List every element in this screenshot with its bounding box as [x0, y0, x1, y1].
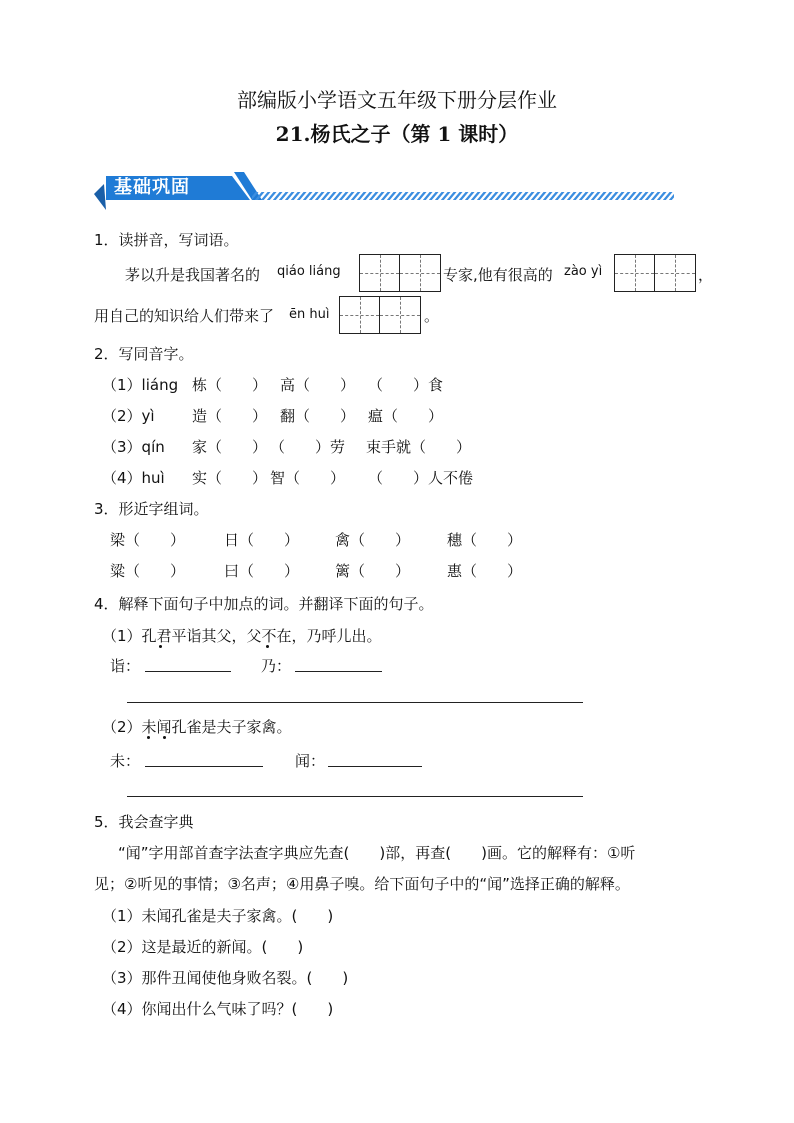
q1-answer-grid-1[interactable] — [359, 254, 441, 292]
q1-text-2: 专家,他有很高的 — [443, 266, 553, 284]
q2-blank[interactable]: 翻（ ） — [280, 407, 356, 425]
q3-blank[interactable]: 篱（ ） — [335, 562, 411, 580]
q1-pinyin-2: zào yì — [564, 264, 603, 279]
q1-pinyin-3: ēn huì — [289, 307, 330, 322]
q2-blank[interactable]: （ ）食 — [368, 376, 444, 394]
q5-item[interactable]: （3）那件丑闻使他身败名裂。( ) — [102, 969, 349, 987]
q3-blank[interactable]: 梁（ ） — [110, 531, 186, 549]
q3-blank[interactable]: 粱（ ） — [110, 562, 186, 580]
q5-title: 5．我会查字典 — [94, 813, 194, 831]
q3-title: 3．形近字组词。 — [94, 500, 209, 518]
q4-label-yi: 诣： — [110, 657, 141, 675]
q3-blank[interactable]: 日（ ） — [224, 531, 300, 549]
emphasis-dot — [159, 645, 162, 648]
q1-text-3: ， — [698, 266, 714, 284]
emphasis-dot — [147, 736, 150, 739]
q4-label-wei: 未： — [110, 752, 141, 770]
emphasis-dot — [266, 645, 269, 648]
q1-answer-grid-3[interactable] — [339, 296, 421, 334]
q2-blank[interactable]: 瘟（ ） — [368, 407, 444, 425]
q5-item[interactable]: （1）未闻孔雀是夫子家禽。( ) — [102, 907, 334, 925]
q3-blank[interactable]: 禽（ ） — [335, 531, 411, 549]
q1-pinyin-1: qiáo liáng — [277, 264, 341, 279]
q2-blank[interactable]: 家（ ） — [192, 438, 268, 456]
q1-text-5: 。 — [424, 307, 440, 325]
q2-blank[interactable]: 栋（ ） — [192, 376, 268, 394]
q5-item[interactable]: （2）这是最近的新闻。( ) — [102, 938, 304, 956]
q4-sentence-1: （1）孔君平诣其父，父不在，乃呼儿出。 — [102, 627, 382, 645]
q2-blank[interactable]: 实（ ） — [192, 469, 268, 487]
q5-paragraph-1: “闻”字用部首查字法查字典应先查( )部，再查( )画。它的解释有：①听 — [118, 844, 636, 862]
lesson-title: 21.杨氏之子（第 1 课时） — [275, 122, 519, 146]
q4-label-wen: 闻： — [295, 752, 326, 770]
q2-blank[interactable]: 高（ ） — [280, 376, 356, 394]
q1-answer-grid-2[interactable] — [614, 254, 696, 292]
q4-label-nai: 乃： — [261, 657, 292, 675]
worksheet-title: 部编版小学语文五年级下册分层作业 — [237, 88, 557, 112]
q2-blank[interactable]: （ ）劳 — [270, 438, 346, 456]
q1-text-1: 茅以升是我国著名的 — [125, 266, 261, 284]
q4-answer-line[interactable] — [295, 671, 382, 672]
q5-paragraph-2: 见；②听见的事情；③名声；④用鼻子嗅。给下面句子中的“闻”选择正确的解释。 — [94, 875, 630, 893]
q5-item[interactable]: （4）你闻出什么气味了吗？( ) — [102, 1000, 334, 1018]
section-label: 基础巩固 — [114, 177, 190, 198]
q2-row-number: （3）qín — [102, 438, 165, 456]
q4-translation-line[interactable] — [127, 796, 583, 797]
q2-row-number: （4）huì — [102, 469, 165, 487]
q4-answer-line[interactable] — [328, 766, 422, 767]
q4-answer-line[interactable] — [145, 671, 231, 672]
q4-title: 4．解释下面句子中加点的词。并翻译下面的句子。 — [94, 595, 434, 613]
q2-blank[interactable]: 智（ ） — [270, 469, 346, 487]
q1-title: 1．读拼音，写词语。 — [94, 231, 239, 249]
emphasis-dot — [163, 736, 166, 739]
q2-row-number: （2）yì — [102, 407, 155, 425]
q3-blank[interactable]: 惠（ ） — [447, 562, 523, 580]
q2-title: 2．写同音字。 — [94, 345, 194, 363]
q1-text-4: 用自己的知识给人们带来了 — [94, 307, 275, 325]
q4-answer-line[interactable] — [145, 766, 263, 767]
q4-sentence-2: （2）未闻孔雀是夫子家禽。 — [102, 718, 292, 736]
q3-blank[interactable]: 穗（ ） — [447, 531, 523, 549]
q4-translation-line[interactable] — [127, 702, 583, 703]
q2-blank[interactable]: （ ）人不倦 — [368, 469, 474, 487]
q3-blank[interactable]: 曰（ ） — [224, 562, 300, 580]
q2-row-number: （1）liáng — [102, 376, 179, 394]
q2-blank[interactable]: 造（ ） — [192, 407, 268, 425]
q2-blank[interactable]: 束手就（ ） — [366, 438, 472, 456]
